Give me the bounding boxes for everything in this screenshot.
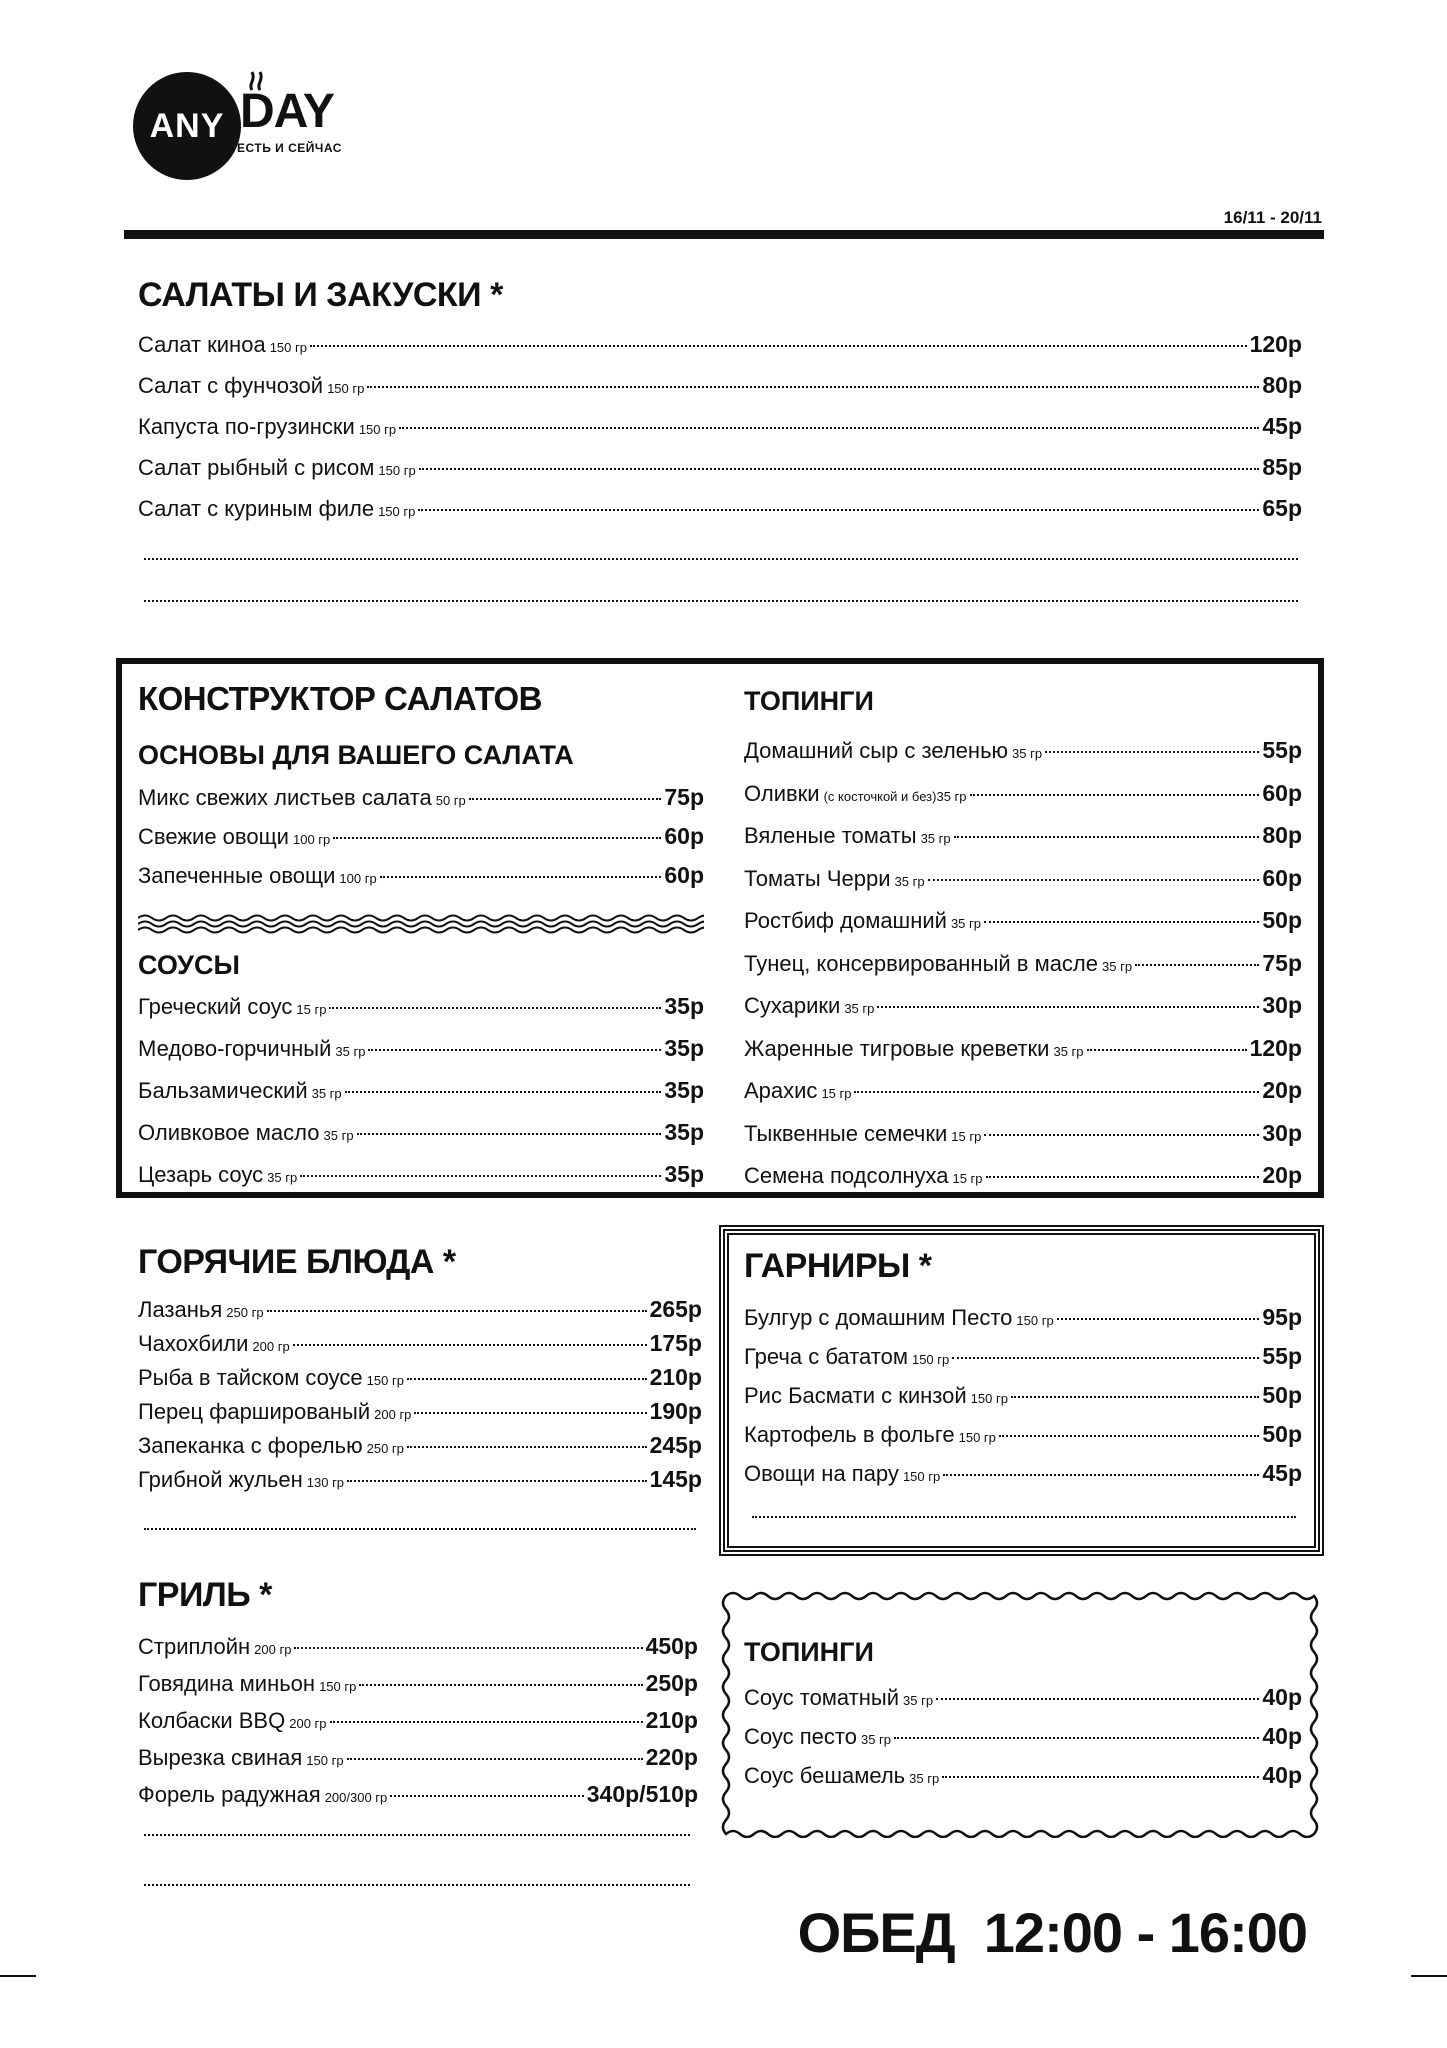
dish-price: 265р: [649, 1296, 702, 1322]
dish-price: 85р: [1262, 454, 1302, 480]
dish-weight: 35 гр: [1012, 746, 1043, 761]
menu-row-hot-1: [138, 1298, 702, 1332]
dish-weight: 35 гр: [920, 831, 951, 846]
dotted-leader: [359, 1684, 642, 1686]
dotted-leader: [943, 1474, 1259, 1476]
menu-row-sauce-4: [138, 1121, 704, 1163]
dotted-leader: [367, 386, 1259, 388]
toppings2-list: [744, 1686, 1302, 1803]
subsection-title-toppings: ТОПИНГИ: [744, 686, 874, 716]
menu-row-salad-3: [138, 415, 1302, 456]
dish-weight: 100 гр: [339, 871, 377, 886]
dish-price: 35р: [664, 993, 704, 1019]
dotted-leader: [952, 1357, 1259, 1359]
dish-name: Картофель в фольге: [744, 1422, 955, 1447]
menu-row-grill-2: [138, 1672, 698, 1709]
menu-row-topping-4: [744, 864, 1302, 910]
dotted-leader: [1011, 1396, 1259, 1398]
menu-row-topping-9: [744, 1079, 1302, 1122]
dish-weight: 150 гр: [269, 340, 307, 355]
dish-name: Медово-горчичный: [138, 1036, 332, 1061]
menu-row-topping-1: [744, 739, 1302, 782]
menu-row-salad-4: [138, 456, 1302, 497]
dish-weight: 35 гр: [311, 1086, 342, 1101]
dotted-leader: [877, 1006, 1259, 1008]
toppings-column: [744, 686, 1302, 1207]
dish-weight: 150 гр: [958, 1430, 996, 1445]
dish-price: 35р: [664, 1161, 704, 1187]
dish-price: 50р: [1262, 1382, 1302, 1408]
menu-row-sauce-2: [138, 1037, 704, 1079]
dish-name: Свежие овощи: [138, 824, 289, 849]
dotted-leader: [1045, 751, 1259, 753]
dish-price: 245р: [649, 1432, 702, 1458]
dish-name: Капуста по-грузински: [138, 414, 355, 439]
dish-price: 210р: [645, 1707, 698, 1733]
dish-price: 75р: [1262, 949, 1302, 976]
dish-price: 120р: [1249, 1034, 1302, 1061]
dotted-leader: [999, 1435, 1259, 1437]
dish-name: Лазанья: [138, 1297, 223, 1322]
logo-tagline: ЕСТЬ И СЕЙЧАС: [237, 141, 342, 155]
dish-weight: 150 гр: [319, 1679, 357, 1694]
sauces-list: [138, 995, 704, 1205]
dish-price: 30р: [1262, 992, 1302, 1018]
menu-row-grill-3: [138, 1709, 698, 1746]
hot-list: [138, 1298, 702, 1502]
dish-name: Салат с фунчозой: [138, 373, 324, 398]
dish-price: 40р: [1262, 1684, 1302, 1710]
menu-row-topping-11: [744, 1164, 1302, 1207]
dish-weight: 200/300 гр: [324, 1790, 388, 1805]
dotted-leader: [469, 798, 662, 800]
section-title-toppings2: ТОПИНГИ: [744, 1637, 874, 1667]
dish-weight: (с косточкой и без)35 гр: [823, 788, 967, 804]
garnish-section: [744, 1247, 1302, 1501]
blank-line: [144, 558, 1298, 560]
dish-price: 190р: [649, 1398, 702, 1424]
dish-name: Запеченные овощи: [138, 863, 336, 888]
dish-weight: 150 гр: [970, 1391, 1008, 1406]
logo-any-text: ANY: [149, 106, 225, 145]
section-title-constructor: КОНСТРУКТОР САЛАТОВ: [138, 680, 542, 717]
menu-row-grill-1: [138, 1635, 698, 1672]
dish-name: Рис Басмати с кинзой: [744, 1383, 967, 1408]
dish-name: Салат киноа: [138, 332, 266, 357]
menu-row-base-1: [138, 786, 704, 825]
dish-weight: 150 гр: [306, 1753, 344, 1768]
menu-row-topping-2: [744, 779, 1302, 825]
menu-row-topping-8: [744, 1034, 1302, 1080]
dish-price: 60р: [1262, 779, 1302, 806]
hot-dishes-section: [138, 1243, 702, 1502]
menu-row-base-3: [138, 864, 704, 903]
toppings2-section: [744, 1637, 1302, 1803]
sauces-block: [138, 950, 704, 1205]
dotted-leader: [300, 1175, 661, 1177]
dish-price: 35р: [664, 1077, 704, 1103]
dish-price: 65р: [1262, 495, 1302, 521]
header-rule: [124, 230, 1324, 239]
dish-name: Вяленые томаты: [744, 823, 917, 848]
section-title-hot: ГОРЯЧИЕ БЛЮДА *: [138, 1243, 456, 1281]
dotted-leader: [970, 794, 1260, 796]
dish-name: Перец фаршированый: [138, 1399, 371, 1424]
dotted-leader: [399, 427, 1259, 429]
dish-price: 60р: [664, 823, 704, 849]
dish-name: Вырезка свиная: [138, 1745, 303, 1770]
dotted-leader: [419, 468, 1260, 470]
dotted-leader: [368, 1049, 661, 1051]
dish-weight: 200 гр: [374, 1407, 412, 1422]
dotted-leader: [936, 1698, 1259, 1700]
dotted-leader: [418, 509, 1259, 511]
dish-name: Оливковое масло: [138, 1120, 320, 1145]
dotted-leader: [954, 836, 1260, 838]
dish-price: 60р: [1262, 864, 1302, 891]
crop-mark: [0, 1975, 36, 1977]
dish-weight: 35 гр: [950, 916, 981, 931]
menu-row-hot-5: [138, 1434, 702, 1468]
crop-mark: [1411, 1975, 1447, 1977]
dish-name: Сухарики: [744, 993, 841, 1018]
dish-price: 145р: [649, 1466, 702, 1492]
dish-weight: 35 гр: [335, 1044, 366, 1059]
dish-name: Оливки: [744, 780, 820, 806]
dish-price: 80р: [1262, 372, 1302, 398]
dish-name: Салат рыбный с рисом: [138, 455, 375, 480]
dish-weight: 35 гр: [894, 873, 925, 889]
dish-name: Овощи на пару: [744, 1461, 899, 1486]
dish-weight: 15 гр: [821, 1086, 852, 1101]
logo-day-wordmark: DAY: [240, 85, 334, 138]
dish-weight: 35 гр: [323, 1128, 354, 1143]
dish-price: 50р: [1262, 907, 1302, 933]
lunch-hours: ОБЕД 12:00 - 16:00: [797, 1901, 1307, 1964]
menu-row-topping-3: [744, 824, 1302, 867]
dish-weight: 35 гр: [903, 1693, 934, 1708]
menu-row-garnish-5: [744, 1462, 1302, 1501]
menu-row-garnish-1: [744, 1306, 1302, 1345]
dish-weight: 150 гр: [358, 422, 397, 437]
dish-name: Форель радужная: [138, 1782, 321, 1807]
dotted-leader: [357, 1133, 662, 1135]
dish-name: Говядина миньон: [138, 1671, 316, 1696]
menu-row-sauce-5: [138, 1163, 704, 1205]
dotted-leader: [928, 879, 1260, 881]
dotted-leader: [984, 921, 1259, 923]
dotted-leader: [345, 1091, 662, 1093]
section-title-salads: САЛАТЫ И ЗАКУСКИ *: [138, 276, 503, 314]
dish-weight: 35 гр: [1102, 958, 1133, 974]
dish-price: 35р: [664, 1035, 704, 1061]
menu-row-salad-1: [138, 333, 1302, 374]
dish-weight: 15 гр: [952, 1171, 983, 1186]
subsection-title-sauces: СОУСЫ: [138, 950, 240, 980]
dish-name: Грибной жульен: [138, 1467, 303, 1492]
dotted-leader: [414, 1412, 646, 1414]
menu-row-hot-2: [138, 1332, 702, 1366]
dish-price: 75р: [664, 784, 704, 810]
menu-row-topping-5: [744, 909, 1302, 952]
dish-price: 35р: [664, 1119, 704, 1145]
dish-name: Соус бешамель: [744, 1763, 906, 1788]
menu-row-sauce-3: [138, 1079, 704, 1121]
salads-list: [138, 333, 1302, 538]
dish-name: Соус томатный: [744, 1685, 900, 1710]
dish-name: Жаренные тигровые креветки: [744, 1035, 1050, 1061]
menu-row-garnish-4: [744, 1423, 1302, 1462]
dotted-leader: [310, 345, 1247, 347]
subsection-title-bases: ОСНОВЫ ДЛЯ ВАШЕГО САЛАТА: [138, 740, 574, 770]
menu-row-hot-6: [138, 1468, 702, 1502]
dotted-leader: [942, 1776, 1259, 1778]
dish-weight: 35 гр: [844, 1001, 875, 1016]
dish-weight: 150 гр: [378, 504, 416, 519]
dotted-leader: [329, 1007, 661, 1009]
dotted-leader: [330, 1721, 643, 1723]
dish-price: 340р/510р: [586, 1781, 698, 1807]
dotted-leader: [333, 837, 661, 839]
dotted-leader: [407, 1446, 647, 1448]
dish-price: 55р: [1262, 737, 1302, 763]
dotted-leader: [380, 876, 662, 878]
dish-name: Арахис: [744, 1078, 818, 1103]
dotted-leader: [986, 1176, 1260, 1178]
dish-name: Семена подсолнуха: [744, 1163, 949, 1188]
blank-line: [144, 1884, 690, 1886]
dotted-leader: [293, 1344, 647, 1346]
dish-price: 45р: [1262, 1460, 1302, 1486]
dish-weight: 35 гр: [909, 1771, 940, 1786]
menu-row-garnish-2: [744, 1345, 1302, 1384]
dish-weight: 50 гр: [435, 793, 466, 808]
dotted-leader: [1057, 1318, 1260, 1320]
menu-row-salad-5: [138, 497, 1302, 538]
bases-list: [138, 786, 704, 903]
dish-weight: 250 гр: [366, 1441, 404, 1456]
dish-weight: 15 гр: [296, 1002, 327, 1017]
dish-name: Колбаски BBQ: [138, 1708, 286, 1733]
menu-row-topping2-3: [744, 1764, 1302, 1803]
menu-row-base-2: [138, 825, 704, 864]
dotted-leader: [984, 1134, 1259, 1136]
dish-price: 250р: [645, 1670, 698, 1696]
dish-name: Тыквенные семечки: [744, 1120, 948, 1146]
menu-row-topping-6: [744, 949, 1302, 995]
menu-row-hot-3: [138, 1366, 702, 1400]
dotted-leader: [1087, 1049, 1247, 1051]
dish-price: 175р: [649, 1330, 702, 1356]
dish-weight: 150 гр: [378, 463, 416, 478]
menu-row-hot-4: [138, 1400, 702, 1434]
section-title-garnish: ГАРНИРЫ *: [744, 1247, 932, 1285]
dotted-leader: [1135, 964, 1259, 966]
dish-weight: 200 гр: [252, 1339, 290, 1354]
menu-row-grill-5: [138, 1783, 698, 1820]
dish-name: Чахохбили: [138, 1331, 249, 1356]
dish-weight: 35 гр: [860, 1732, 892, 1747]
dish-weight: 100 гр: [292, 832, 331, 847]
menu-row-salad-2: [138, 374, 1302, 415]
dish-name: Греческий соус: [138, 994, 293, 1019]
dish-weight: 250 гр: [226, 1305, 264, 1320]
date-range: 16/11 - 20/11: [1223, 208, 1322, 227]
toppings-list: [744, 739, 1302, 1207]
wavy-divider: [138, 914, 704, 936]
dish-name: Булгур с домашним Песто: [744, 1305, 1013, 1330]
dish-weight: 150 гр: [902, 1469, 941, 1484]
dish-name: Тунец, консервированный в масле: [744, 950, 1099, 976]
dish-price: 50р: [1262, 1421, 1302, 1447]
dish-price: 20р: [1262, 1162, 1302, 1188]
dish-name: Салат с куриным филе: [138, 496, 375, 521]
menu-row-sauce-1: [138, 995, 704, 1037]
menu-row-topping2-2: [744, 1725, 1302, 1764]
dish-price: 210р: [649, 1364, 702, 1390]
dish-price: 45р: [1262, 413, 1302, 439]
menu-row-grill-4: [138, 1746, 698, 1783]
blank-line: [144, 1528, 696, 1530]
dish-name: Томаты Черри: [744, 865, 891, 891]
blank-line: [752, 1516, 1296, 1518]
dotted-leader: [407, 1378, 647, 1380]
dotted-leader: [347, 1758, 643, 1760]
dish-price: 60р: [664, 862, 704, 888]
logo-any-circle: [133, 72, 241, 180]
dish-weight: 35 гр: [1053, 1043, 1084, 1059]
dotted-leader: [294, 1647, 642, 1649]
dish-weight: 150 гр: [911, 1352, 950, 1367]
dish-price: 20р: [1262, 1077, 1302, 1103]
dish-name: Домашний сыр с зеленью: [744, 738, 1009, 763]
salads-section: [138, 276, 1302, 315]
dish-price: 40р: [1262, 1762, 1302, 1788]
dotted-leader: [894, 1737, 1259, 1739]
dish-name: Бальзамический: [138, 1078, 308, 1103]
dish-price: 120р: [1249, 331, 1302, 357]
dish-price: 95р: [1262, 1304, 1302, 1330]
dish-price: 30р: [1262, 1119, 1302, 1146]
section-title-grill: ГРИЛЬ *: [138, 1576, 272, 1614]
grill-list: [138, 1635, 698, 1820]
menu-row-topping-10: [744, 1119, 1302, 1165]
dotted-leader: [390, 1795, 583, 1797]
grill-section: [138, 1576, 698, 1820]
dish-weight: 150 гр: [366, 1373, 404, 1388]
dish-weight: 130 гр: [306, 1475, 345, 1490]
dish-weight: 15 гр: [951, 1128, 982, 1144]
dish-name: Цезарь соус: [138, 1162, 264, 1187]
dotted-leader: [267, 1310, 647, 1312]
dish-name: Греча с бататом: [744, 1344, 908, 1369]
blank-line: [144, 600, 1298, 602]
dish-weight: 150 гр: [327, 381, 365, 396]
blank-line: [144, 1834, 690, 1836]
dish-weight: 35 гр: [267, 1170, 298, 1185]
dish-name: Соус песто: [744, 1724, 857, 1749]
dish-name: Рыба в тайском соусе: [138, 1365, 363, 1390]
dish-price: 55р: [1262, 1343, 1302, 1369]
menu-row-topping2-1: [744, 1686, 1302, 1725]
dish-name: Стриплойн: [138, 1634, 251, 1659]
dish-price: 80р: [1262, 822, 1302, 848]
menu-row-topping-7: [744, 994, 1302, 1037]
dish-weight: 200 гр: [254, 1642, 292, 1657]
dish-name: Микс свежих листьев салата: [138, 785, 432, 810]
menu-row-garnish-3: [744, 1384, 1302, 1423]
dotted-leader: [854, 1091, 1259, 1093]
garnish-list: [744, 1306, 1302, 1501]
dish-price: 220р: [645, 1744, 698, 1770]
dish-price: 40р: [1262, 1723, 1302, 1749]
dotted-leader: [347, 1480, 647, 1482]
constructor-left: [138, 680, 704, 903]
dish-name: Запеканка с форелью: [138, 1433, 363, 1458]
dish-weight: 200 гр: [289, 1716, 327, 1731]
dish-weight: 150 гр: [1016, 1313, 1054, 1328]
dish-name: Ростбиф домашний: [744, 908, 947, 933]
dish-price: 450р: [645, 1633, 698, 1659]
